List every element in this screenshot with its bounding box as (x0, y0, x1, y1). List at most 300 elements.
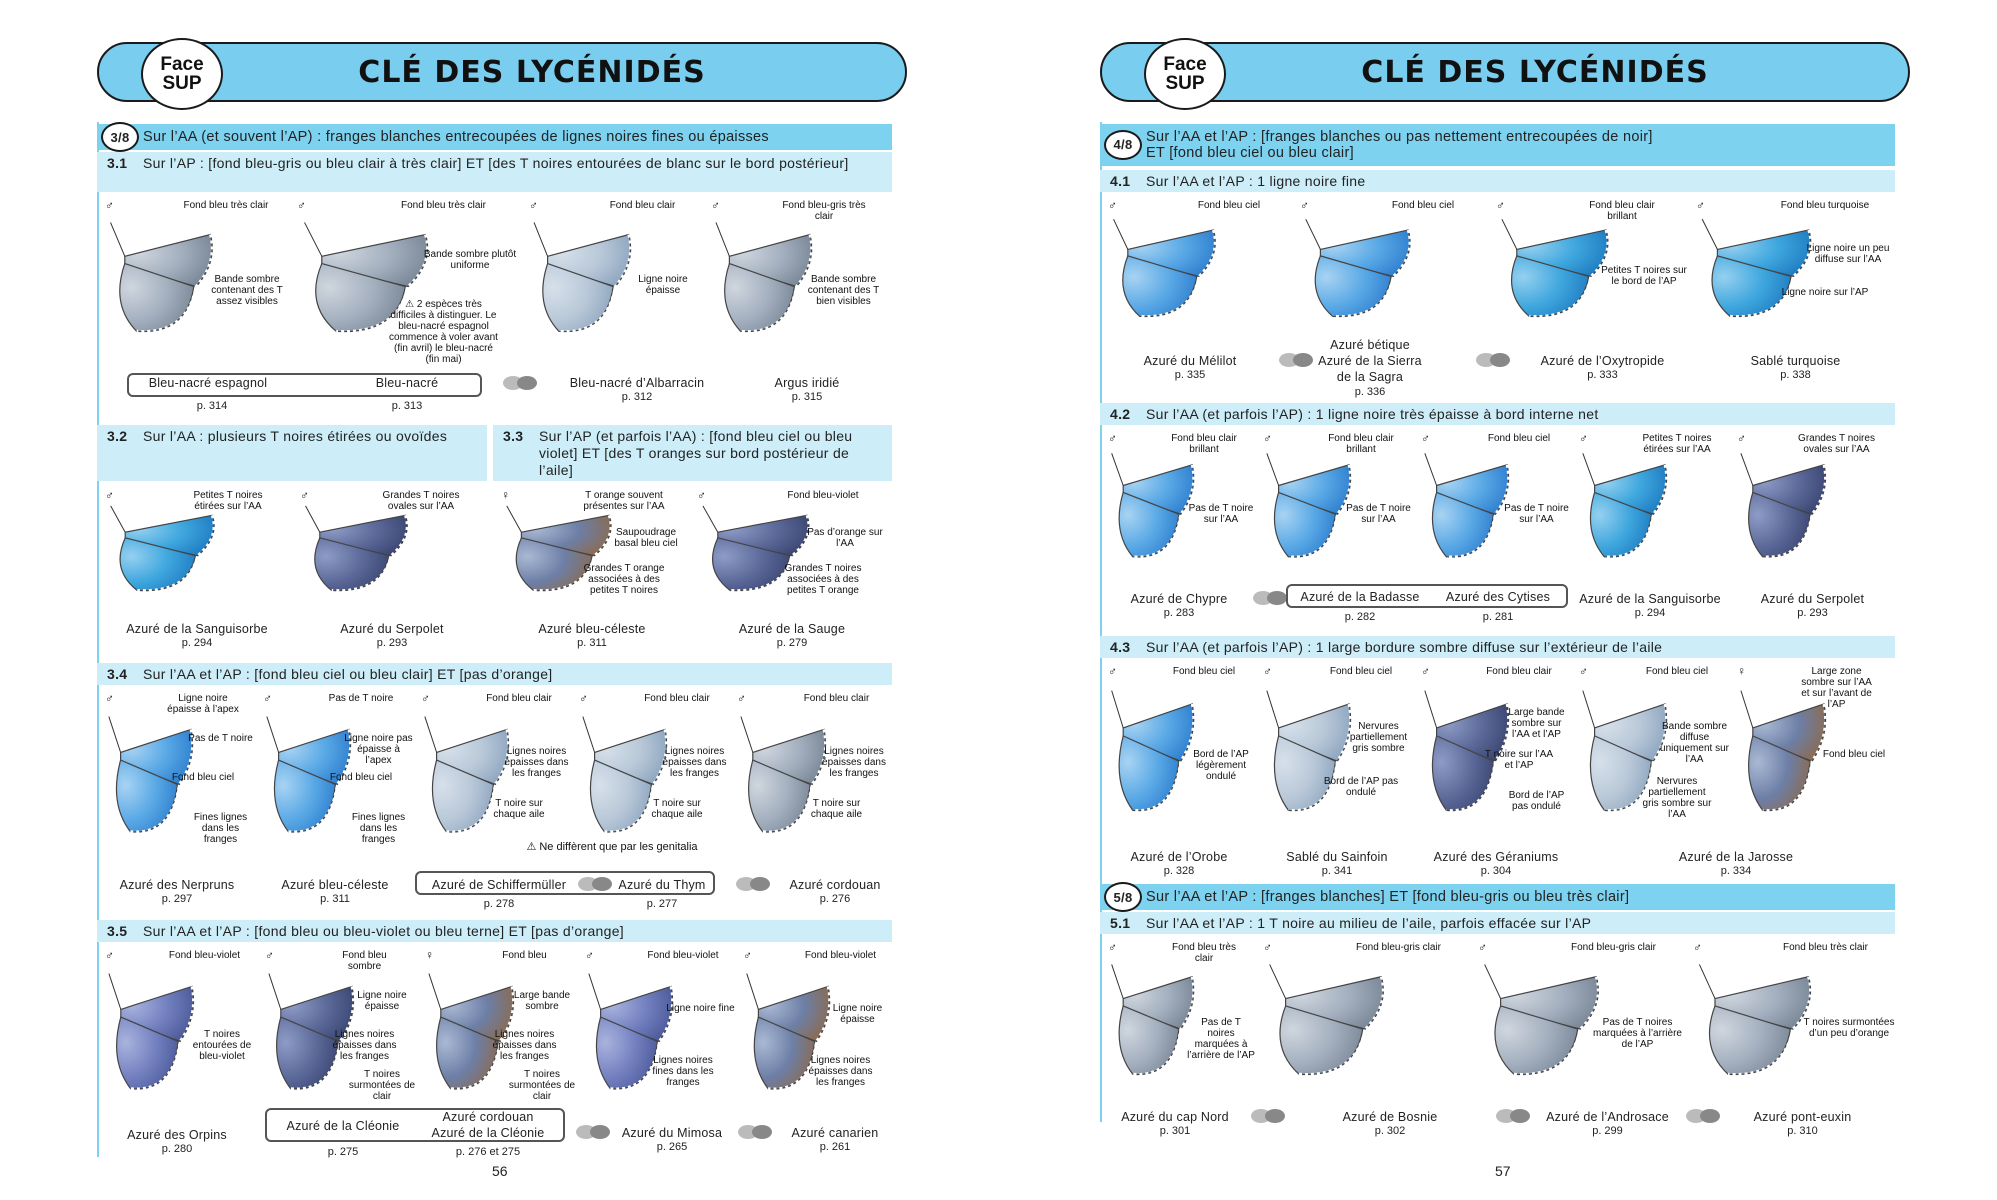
annotation-label: Fond bleu ciel (1172, 666, 1236, 677)
annotation-label: Fond bleu-gris très clair (782, 200, 866, 222)
specimen-cell (259, 946, 419, 1124)
sex-symbol-icon: ♂ (1696, 198, 1705, 212)
sex-symbol-icon: ♂ (1421, 431, 1430, 445)
sex-symbol-icon: ♂ (105, 198, 114, 212)
species-name: Azuré de l’Androsace (1546, 1110, 1669, 1124)
butterfly-wing-image (1259, 688, 1357, 826)
annotation-label: Lignes noires épaisses dans les franges (822, 746, 886, 779)
sex-symbol-icon: ♂ (1263, 940, 1272, 954)
annotation-label: Bande sombre plutôt uniforme (423, 249, 517, 271)
butterfly-wing-image (1104, 451, 1200, 571)
butterfly-wing-image (733, 714, 832, 847)
species-name: Azuré des Géraniums (1433, 850, 1559, 864)
species-page-ref: p. 276 (819, 893, 851, 905)
page-number: 57 (1495, 1163, 1511, 1179)
annotation-label: T orange souvent présentes sur l’AA (583, 490, 665, 512)
species-name: Azuré canarien (791, 1126, 879, 1140)
species-name-line3: de la Sagra (1336, 370, 1404, 384)
specimen-cell (99, 689, 257, 867)
specimen-cell (1731, 429, 1891, 589)
species-name: Azuré du Serpolet (340, 622, 444, 636)
specimen-cell (691, 486, 891, 616)
butterfly-wing-image (1692, 217, 1819, 330)
species-name: Azuré de la Sanguisorbe (1579, 592, 1721, 606)
species-name: Sablé du Sainfoin (1286, 850, 1388, 864)
annotation-label: Nervures partiellement gris sombre (1349, 721, 1408, 754)
annotation-label: Fond bleu ciel (1645, 666, 1709, 677)
species-name: Azuré de la Jarosse (1678, 850, 1794, 864)
sex-symbol-icon: ♂ (1421, 664, 1430, 678)
annotation-label: Fond bleu-violet (647, 950, 719, 961)
sub-text: Sur l’AA (et parfois l’AP) : 1 ligne noire très épaisse à bord interne net (1146, 406, 1599, 422)
annotation-label: Ligne noire pas épaisse à l’apex (344, 733, 413, 766)
butterfly-wing-image (575, 714, 673, 847)
annotation-label: Large bande sombre (513, 990, 571, 1012)
annotation-label: Pas de T noire sur l’AA (1188, 503, 1254, 525)
species-page-ref: p. 277 (646, 898, 678, 910)
specimen-cell (99, 486, 294, 616)
species-name: Azuré du Serpolet (1760, 592, 1865, 606)
annotation-label: Fond bleu ciel (1329, 666, 1393, 677)
sex-symbol-icon: ♂ (105, 691, 114, 705)
sex-symbol-icon: ♂ (263, 691, 272, 705)
butterfly-wing-image (707, 220, 819, 346)
annotation-label: Bord de l’AP pas ondulé (1508, 790, 1565, 812)
species-page-ref: p. 313 (391, 400, 423, 412)
species-page-ref: p. 297 (161, 893, 193, 905)
title-banner (1100, 42, 1910, 102)
species-page-ref: p. 335 (1174, 369, 1206, 381)
species-page-ref: p. 293 (376, 637, 408, 649)
species-name: Azuré de l’Oxytropide (1540, 354, 1665, 368)
butterfly-wing-image (1296, 217, 1418, 330)
specimen-cell (1415, 662, 1573, 847)
species-page-ref: p. 293 (1797, 607, 1828, 619)
annotation-label: Fond bleu très clair (400, 200, 487, 211)
species-name: Azuré de Chypre (1130, 592, 1228, 606)
sex-symbol-icon: ♂ (1108, 198, 1117, 212)
sex-symbol-icon: ♂ (1737, 431, 1746, 445)
species-page-ref: p. 336 (1354, 386, 1386, 398)
sub-number: 3.1 (107, 155, 128, 171)
annotation-label: Fond bleu-violet (168, 950, 241, 961)
page-left (97, 0, 927, 1200)
face-badge-line2: SUP (1165, 73, 1205, 94)
annotation-label: Fond bleu-gris clair (1355, 942, 1442, 953)
annotation-label: Grandes T noires associées à des petites T orange (784, 563, 862, 596)
step-badge: 4/8 (1104, 130, 1142, 160)
species-name: Azuré des Nerpruns (119, 878, 235, 892)
butterfly-wing-image (1575, 451, 1673, 571)
sub-bar-4-3 (1100, 636, 1895, 658)
step-bar-3-8 (97, 124, 892, 150)
species-page-ref: p. 304 (1480, 865, 1512, 877)
annotation-label: T noires surmontées de clair (508, 1069, 576, 1102)
annotation-label: Fond bleu clair (803, 693, 870, 704)
annotation-label: Petites T noires étirées sur l’AA (193, 490, 263, 512)
specimen-cell (1257, 662, 1415, 847)
species-name: Azuré du Mimosa (621, 1126, 723, 1140)
annotation-label: Bord de l’AP légèrement ondulé (1193, 749, 1249, 782)
butterfly-wing-image (525, 220, 638, 346)
species-page-ref: p. 294 (181, 637, 213, 649)
annotation-label: Ligne noire un peu diffuse sur l’AA (1806, 243, 1890, 265)
annotation-label: Fond bleu clair brillant (1328, 433, 1394, 455)
annotation-label: Pas de T noire sur l’AA (1504, 503, 1569, 525)
annotation-label: Fond bleu ciel (1822, 749, 1886, 760)
annotation-label: Fond bleu turquoise (1780, 200, 1870, 211)
sex-symbol-icon: ♀ (425, 948, 434, 962)
annotation-label: T noires entourées de bleu-violet (192, 1029, 252, 1062)
species-page-ref: p. 280 (161, 1143, 193, 1155)
annotation-label: Lignes noires épaisses dans les franges (332, 1029, 397, 1062)
similar-pair-icon (1475, 352, 1511, 368)
sex-symbol-icon: ♂ (105, 488, 114, 502)
annotation-label: Petites T noires sur le bord de l’AP (1601, 265, 1687, 287)
sex-symbol-icon: ♂ (297, 198, 306, 212)
butterfly-wing-image (101, 220, 220, 346)
face-badge-line1: Face (1163, 54, 1207, 75)
species-page-ref: p. 311 (320, 893, 350, 905)
butterfly-wing-image (1104, 962, 1200, 1089)
butterfly-wing-image (1474, 962, 1607, 1089)
species-page-ref: p. 338 (1780, 369, 1811, 381)
sub-bar-3-1 (97, 152, 892, 192)
sex-symbol-icon: ♂ (1496, 198, 1505, 212)
species-name: Azuré du Thym (618, 878, 706, 892)
annotation-label: Pas de T noires marquées à l’arrière de l’AP (1187, 1017, 1255, 1061)
step-badge: 5/8 (1104, 882, 1142, 912)
specimen-cell (1102, 429, 1257, 589)
specimen-cell (523, 196, 705, 364)
annotation-label: Large zone sombre sur l’AA et sur l’avant de l’AP (1801, 666, 1872, 710)
annotation-label: Fond bleu ciel (1487, 433, 1551, 444)
annotation-label: Pas de T noire sur l’AA (1346, 503, 1411, 525)
annotation-label: Pas de T noire (328, 693, 394, 704)
species-name: Azuré bétique (1330, 338, 1410, 352)
annotation-label: Grandes T orange associées à des petites T noires (583, 563, 665, 596)
annotation-label: Ligne noire épaisse (357, 990, 407, 1012)
species-name: Azuré pont-euxin (1753, 1110, 1852, 1124)
species-name: Azuré de la Badasse (1300, 590, 1420, 604)
species-name: Azuré de l’Orobe (1130, 850, 1228, 864)
annotation-label: Saupoudrage basal bleu ciel (614, 527, 678, 549)
species-page-ref: p. 281 (1482, 611, 1514, 623)
step-text: Sur l’AA et l’AP : [franges blanches] ET [fond bleu-gris ou bleu très clair] (1146, 889, 1630, 905)
page-right (1100, 0, 1930, 1200)
specimen-cell (1573, 429, 1731, 589)
sex-symbol-icon: ♂ (743, 948, 752, 962)
step-text-line2: ET [fond bleu ciel ou bleu clair] (1146, 145, 1354, 161)
sub-number: 3.3 (503, 428, 524, 444)
butterfly-wing-image (1689, 962, 1819, 1089)
similar-pair-icon (575, 1124, 611, 1140)
annotation-label: Grandes T noires ovales sur l’AA (1798, 433, 1875, 455)
sex-symbol-icon: ♂ (1693, 940, 1702, 954)
annotation-label: Fond bleu clair (1486, 666, 1552, 677)
butterfly-wing-image (1104, 688, 1200, 826)
butterfly-wing-image (417, 714, 515, 847)
specimen-cell (579, 946, 737, 1124)
face-badge (1144, 38, 1226, 110)
sub-bar-3-2 (97, 425, 487, 481)
sub-number: 3.4 (107, 666, 128, 682)
annotation-label: Fond bleu sombre (342, 950, 387, 972)
sex-symbol-icon: ♂ (1263, 664, 1272, 678)
annotation-label: Lignes noires fines dans les franges (652, 1055, 714, 1088)
species-name: Azuré de Schiffermüller (431, 878, 567, 892)
specimen-cell (1415, 429, 1573, 589)
species-page-ref: p. 310 (1787, 1125, 1818, 1137)
annotation-label: Ligne noire sur l’AP (1781, 287, 1869, 298)
sex-symbol-icon: ♂ (1108, 664, 1117, 678)
annotation-label: Ligne noire fine (666, 1003, 735, 1014)
sub-number: 3.5 (107, 923, 128, 939)
sex-symbol-icon: ♂ (265, 948, 274, 962)
annotation-label: Fines lignes dans les franges (351, 812, 406, 845)
specimen-cell (99, 196, 291, 364)
annotation-label: Bande sombre diffuse uniquement sur l’AA (1660, 721, 1729, 765)
species-page-ref: p. 261 (819, 1141, 851, 1153)
annotation-label: Bande sombre contenant des T bien visibles (807, 274, 880, 307)
butterfly-wing-image (101, 971, 200, 1104)
sub-number: 5.1 (1110, 915, 1131, 931)
annotation-label: Nervures partiellement gris sombre sur l’AA (1642, 776, 1712, 820)
species-page-ref: p. 333 (1587, 369, 1618, 381)
similar-pair-icon (502, 375, 538, 391)
species-page-ref: p. 276 et 275 (455, 1146, 521, 1158)
species-name: Argus iridié (774, 376, 840, 390)
species-page-ref: p. 275 (327, 1146, 359, 1158)
sub-number: 4.1 (1110, 173, 1131, 189)
sub-text: Sur l’AP : [fond bleu-gris ou bleu clair à très clair] ET [des T noires entourées de blanc sur le bord postérieur] (143, 155, 849, 171)
annotation-label: Pas de T noires marquées à l’arrière de l’AP (1593, 1017, 1682, 1050)
butterfly-wing-image (1492, 217, 1616, 330)
species-name: Azuré du cap Nord (1121, 1110, 1229, 1124)
annotation-label: Fond bleu très clair (1782, 942, 1869, 953)
annotation-label: Fond bleu clair (644, 693, 710, 704)
specimen-cell (731, 689, 891, 867)
species-name: Azuré de la Sauge (738, 622, 846, 636)
species-name: Azuré cordouan (789, 878, 881, 892)
sex-symbol-icon: ♂ (585, 948, 594, 962)
sex-symbol-icon: ♂ (421, 691, 430, 705)
sub-text: Sur l’AA et l’AP : [fond bleu ou bleu-violet ou bleu terne] ET [pas d’orange] (143, 923, 624, 939)
specimen-cell (419, 946, 579, 1124)
species-page-ref: p. 311 (577, 637, 607, 649)
sex-symbol-icon: ♀ (501, 488, 510, 502)
specimen-cell (1472, 938, 1687, 1108)
face-badge (141, 38, 223, 110)
species-name: Azuré cordouan (442, 1110, 534, 1124)
species-name: Bleu-nacré d’Albarracin (569, 376, 705, 390)
annotation-label: Fond bleu ciel (1391, 200, 1455, 211)
sex-symbol-icon: ♂ (1579, 664, 1588, 678)
specimen-cell (1731, 662, 1891, 847)
sub-text: Sur l’AA (et parfois l’AP) : 1 large bordure sombre diffuse sur l’extérieur de l’aile (1146, 639, 1663, 655)
specimen-cell (1102, 196, 1294, 346)
sub-bar-5-1 (1100, 912, 1895, 934)
species-page-ref: p. 265 (656, 1141, 688, 1153)
sex-symbol-icon: ♂ (697, 488, 706, 502)
butterfly-wing-image (1104, 217, 1223, 330)
annotation-label: T noire sur chaque aile (651, 798, 703, 820)
specimen-cell (1573, 662, 1731, 847)
specimen-cell (99, 946, 259, 1124)
sub-text: Sur l’AA et l’AP : 1 ligne noire fine (1146, 173, 1366, 189)
specimen-cell (737, 946, 894, 1124)
specimen-cell (1294, 196, 1490, 346)
step-badge: 3/8 (101, 122, 139, 152)
species-page-ref: p. 302 (1374, 1125, 1406, 1137)
annotation-label: Lignes noires épaisses dans les franges (808, 1055, 873, 1088)
sex-symbol-icon: ♂ (300, 488, 309, 502)
annotation-label: Pas de T noire (188, 733, 253, 744)
face-badge-line2: SUP (162, 73, 202, 94)
sub-bar-3-4 (97, 663, 892, 685)
butterfly-wing-image (1417, 451, 1515, 571)
species-name: Bleu-nacré espagnol (148, 376, 268, 390)
annotation-label: Ligne noire épaisse (832, 1003, 883, 1025)
species-page-ref: p. 294 (1634, 607, 1666, 619)
page-number: 56 (492, 1163, 508, 1179)
specimen-cell (294, 486, 486, 616)
specimen-cell (1490, 196, 1690, 346)
annotation-label: Fond bleu-violet (787, 490, 859, 501)
sex-symbol-icon: ♂ (1108, 431, 1117, 445)
sex-symbol-icon: ♂ (711, 198, 720, 212)
sub-text: Sur l’AA : plusieurs T noires étirées ou ovoïdes (143, 428, 448, 444)
annotation-label: Fond bleu (502, 950, 547, 961)
sub-bar-4-2 (1100, 403, 1895, 425)
species-name: Bleu-nacré (375, 376, 439, 390)
annotation-label: T noire sur l’AA et l’AP (1484, 749, 1554, 771)
similar-pair-icon (1252, 590, 1288, 606)
annotation-label: T noires surmontées d’un peu d’orange (1803, 1017, 1895, 1039)
face-badge-line1: Face (160, 54, 204, 75)
annotation-label: Fond bleu clair brillant (1589, 200, 1655, 222)
annotation-label: Fond bleu très clair (1172, 942, 1236, 964)
species-name: Azuré du Mélilot (1143, 354, 1237, 368)
step-bar-4-8 (1100, 124, 1895, 166)
species-page-ref: p. 299 (1592, 1125, 1623, 1137)
annotation-label: Bord de l’AP pas ondulé (1323, 776, 1399, 798)
sub-number: 3.2 (107, 428, 128, 444)
genitalia-warning: ⚠ Ne diffèrent que par les genitalia (526, 841, 698, 853)
species-page-ref: p. 328 (1163, 865, 1195, 877)
species-name: Azuré des Cytises (1445, 590, 1551, 604)
step-text: Sur l’AA (et souvent l’AP) : franges blanches entrecoupées de lignes noires fines ou épaisses (143, 129, 769, 145)
annotation-label: Fond bleu ciel (1197, 200, 1261, 211)
sex-symbol-icon: ♂ (579, 691, 588, 705)
specimen-cell (1687, 938, 1897, 1108)
annotation-label: Fond bleu très clair (183, 200, 269, 211)
specimen-cell (705, 196, 885, 364)
butterfly-wing-image (101, 504, 222, 603)
similar-pair-icon (1250, 1108, 1286, 1124)
sub-bar-3-5 (97, 920, 892, 942)
annotation-label: Ligne noire épaisse (638, 274, 688, 296)
species-page-ref: p. 314 (196, 400, 228, 412)
specimen-cell (495, 486, 691, 616)
species-page-ref: p. 278 (483, 898, 515, 910)
sex-symbol-icon: ♂ (1263, 431, 1272, 445)
annotation-label: T noire sur chaque aile (493, 798, 545, 820)
annotation-label: Lignes noires épaisses dans les franges (662, 746, 727, 779)
annotation-label: Fines lignes dans les franges (193, 812, 248, 845)
specimen-cell (257, 689, 415, 867)
butterfly-wing-image (296, 504, 415, 603)
specimen-cell (1102, 662, 1257, 847)
sub-bar-3-3 (493, 425, 892, 481)
annotation-label: ⚠ 2 espèces très difficiles à distinguer. Le bleu-nacré espagnol commence à voler avant (fin avril) le bleu-nacré (fin mai) (389, 299, 498, 365)
annotation-label: T noire sur chaque aile (810, 798, 863, 820)
specimen-cell (1257, 938, 1472, 1108)
annotation-label: Bande sombre contenant des T assez visibles (211, 274, 283, 307)
annotation-label: Lignes noires épaisses dans les franges (504, 746, 569, 779)
annotation-label: Fond bleu ciel (171, 772, 235, 783)
step-bar-5-8 (1100, 884, 1895, 910)
sex-symbol-icon: ♀ (1737, 664, 1746, 678)
annotation-label: T noires surmontées de clair (348, 1069, 416, 1102)
annotation-label: Fond bleu clair (609, 200, 676, 211)
annotation-label: Fond bleu clair (486, 693, 552, 704)
similar-pair-icon (735, 876, 771, 892)
sub-number: 4.3 (1110, 639, 1131, 655)
species-page-ref: p. 301 (1159, 1125, 1191, 1137)
species-page-ref: p. 315 (791, 391, 823, 403)
annotation-label: Fond bleu-gris clair (1570, 942, 1657, 953)
species-page-ref: p. 283 (1163, 607, 1195, 619)
page-title: CLÉ DES LYCÉNIDÉS (1361, 54, 1709, 90)
annotation-label: Fond bleu-violet (804, 950, 877, 961)
species-page-ref: p. 312 (621, 391, 653, 403)
species-name: Azuré bleu-céleste (538, 622, 646, 636)
butterfly-wing-image (1733, 451, 1832, 571)
species-page-ref: p. 279 (776, 637, 808, 649)
annotation-label: Fond bleu ciel (329, 772, 393, 783)
sex-symbol-icon: ♂ (529, 198, 538, 212)
species-name: Azuré de la Cléonie (431, 1126, 545, 1140)
species-page-ref: p. 341 (1321, 865, 1353, 877)
species-name: Azuré de la Sanguisorbe (126, 622, 268, 636)
sub-text: Sur l’AP (et parfois l’AA) : [fond bleu ciel ou bleu violet] ET [des T oranges sur bord postérieur de l’aile] (539, 428, 853, 478)
sex-symbol-icon: ♂ (1108, 940, 1117, 954)
sex-symbol-icon: ♂ (1478, 940, 1487, 954)
annotation-label: Lignes noires épaisses dans les franges (492, 1029, 557, 1062)
annotation-label: Grandes T noires ovales sur l’AA (382, 490, 460, 512)
title-banner (97, 42, 907, 102)
specimen-cell (1257, 429, 1415, 589)
species-name: Azuré bleu-céleste (281, 878, 389, 892)
species-page-ref: p. 282 (1344, 611, 1376, 623)
species-name: Azuré de Bosnie (1342, 1110, 1438, 1124)
butterfly-wing-image (1259, 451, 1357, 571)
step-text-line1: Sur l’AA et l’AP : [franges blanches ou pas nettement entrecoupées de noir] (1146, 129, 1653, 145)
sex-symbol-icon: ♂ (105, 948, 114, 962)
page-title: CLÉ DES LYCÉNIDÉS (358, 54, 706, 90)
specimen-cell (291, 196, 523, 364)
annotation-label: Pas d’orange sur l’AA (807, 527, 883, 549)
sex-symbol-icon: ♂ (1300, 198, 1309, 212)
similar-pair-icon (577, 876, 613, 892)
species-name: Sablé turquoise (1750, 354, 1841, 368)
species-page-ref: p. 334 (1720, 865, 1752, 877)
specimen-cell (1102, 938, 1257, 1108)
sub-bar-4-1 (1100, 170, 1895, 192)
annotation-label: Fond bleu clair brillant (1171, 433, 1237, 455)
annotation-label: Ligne noire épaisse à l’apex (167, 693, 239, 715)
